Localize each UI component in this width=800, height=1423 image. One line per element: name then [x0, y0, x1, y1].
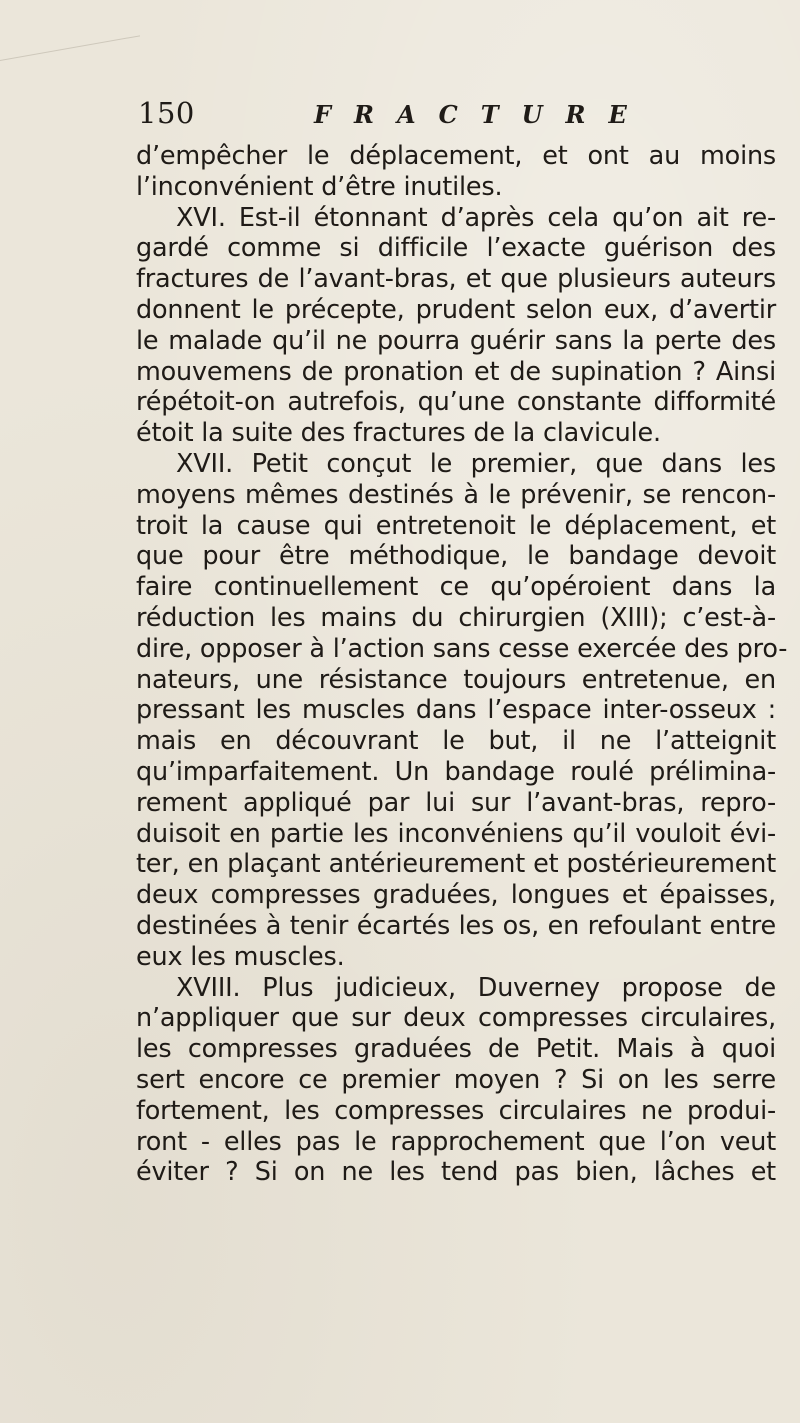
text-line: fractures de l’avant-bras, et que plusieurs auteurs: [136, 264, 776, 295]
text-line: répétoit-on autrefois, qu’une constante difformité: [136, 387, 776, 418]
text-line: troit la cause qui entretenoit le déplacement, et: [136, 510, 776, 541]
text-line: d’empêcher le déplacement, et ont au moins: [136, 141, 776, 171]
text-line: eux les muscles.: [136, 941, 345, 972]
text-line: rement appliqué par lui sur l’avant-bras, repro-: [136, 787, 776, 818]
text-line: ter, en plaçant antérieurement et postérieurement: [136, 849, 776, 880]
text-line: réduction les mains du chirurgien (XIII); c’est-à-: [136, 602, 776, 633]
text-line: que pour être méthodique, le bandage devoit: [136, 541, 776, 572]
text-line: pressant les muscles dans l’espace inter-osseux :: [136, 695, 776, 726]
text-line: gardé comme si difficile l’exacte guérison des: [136, 233, 776, 264]
paragraph-xvi-start: XVI. Est-il étonnant d’après cela qu’on ait re-: [176, 202, 776, 233]
text-line: qu’imparfaitement. Un bandage roulé prélimina-: [136, 756, 776, 787]
text-line: donnent le précepte, prudent selon eux, d’avertir: [136, 294, 776, 325]
text-line: destinées à tenir écartés les os, en refoulant entre: [136, 910, 776, 941]
text-line: étoit la suite des fractures de la clavicule.: [136, 418, 661, 449]
paragraph-xviii-start: XVIII. Plus judicieux, Duverney propose de: [176, 972, 776, 1003]
text-line: mais en découvrant le but, il ne l’atteignit: [136, 726, 776, 757]
text-line: mouvemens de pronation et de supination ? Ainsi: [136, 356, 776, 387]
section-title: FRACTURE: [314, 100, 650, 129]
text-line: dire, opposer à l’action sans cesse exercée des pro-: [136, 633, 788, 664]
text-line: duisoit en partie les inconvéniens qu’il vouloit évi-: [136, 818, 776, 849]
text-line: les compresses graduées de Petit. Mais à quoi: [136, 1034, 776, 1065]
text-line: le malade qu’il ne pourra guérir sans la perte des: [136, 325, 776, 356]
text-line: deux compresses graduées, longues et épaisses,: [136, 880, 776, 911]
text-line: faire continuellement ce qu’opéroient dans la: [136, 572, 776, 603]
body-text: [136, 141, 788, 1188]
page-fold-mark: [0, 0, 140, 61]
text-line: ront - elles pas le rapprochement que l’on veut: [136, 1126, 776, 1157]
page-number: 150: [138, 96, 195, 130]
text-line: fortement, les compresses circulaires ne produi-: [136, 1095, 776, 1126]
text-line: l’inconvénient d’être inutiles.: [136, 171, 503, 202]
text-line: sert encore ce premier moyen ? Si on les serre: [136, 1064, 776, 1095]
text-line: nateurs, une résistance toujours entretenue, en: [136, 664, 776, 695]
text-line: moyens mêmes destinés à le prévenir, se rencon-: [136, 479, 776, 510]
paragraph-xvii-start: XVII. Petit conçut le premier, que dans les: [176, 448, 776, 479]
text-line: éviter ? Si on ne les tend pas bien, lâches et: [136, 1157, 776, 1188]
running-head: [138, 96, 758, 136]
text-line: n’appliquer que sur deux compresses circulaires,: [136, 1003, 776, 1034]
